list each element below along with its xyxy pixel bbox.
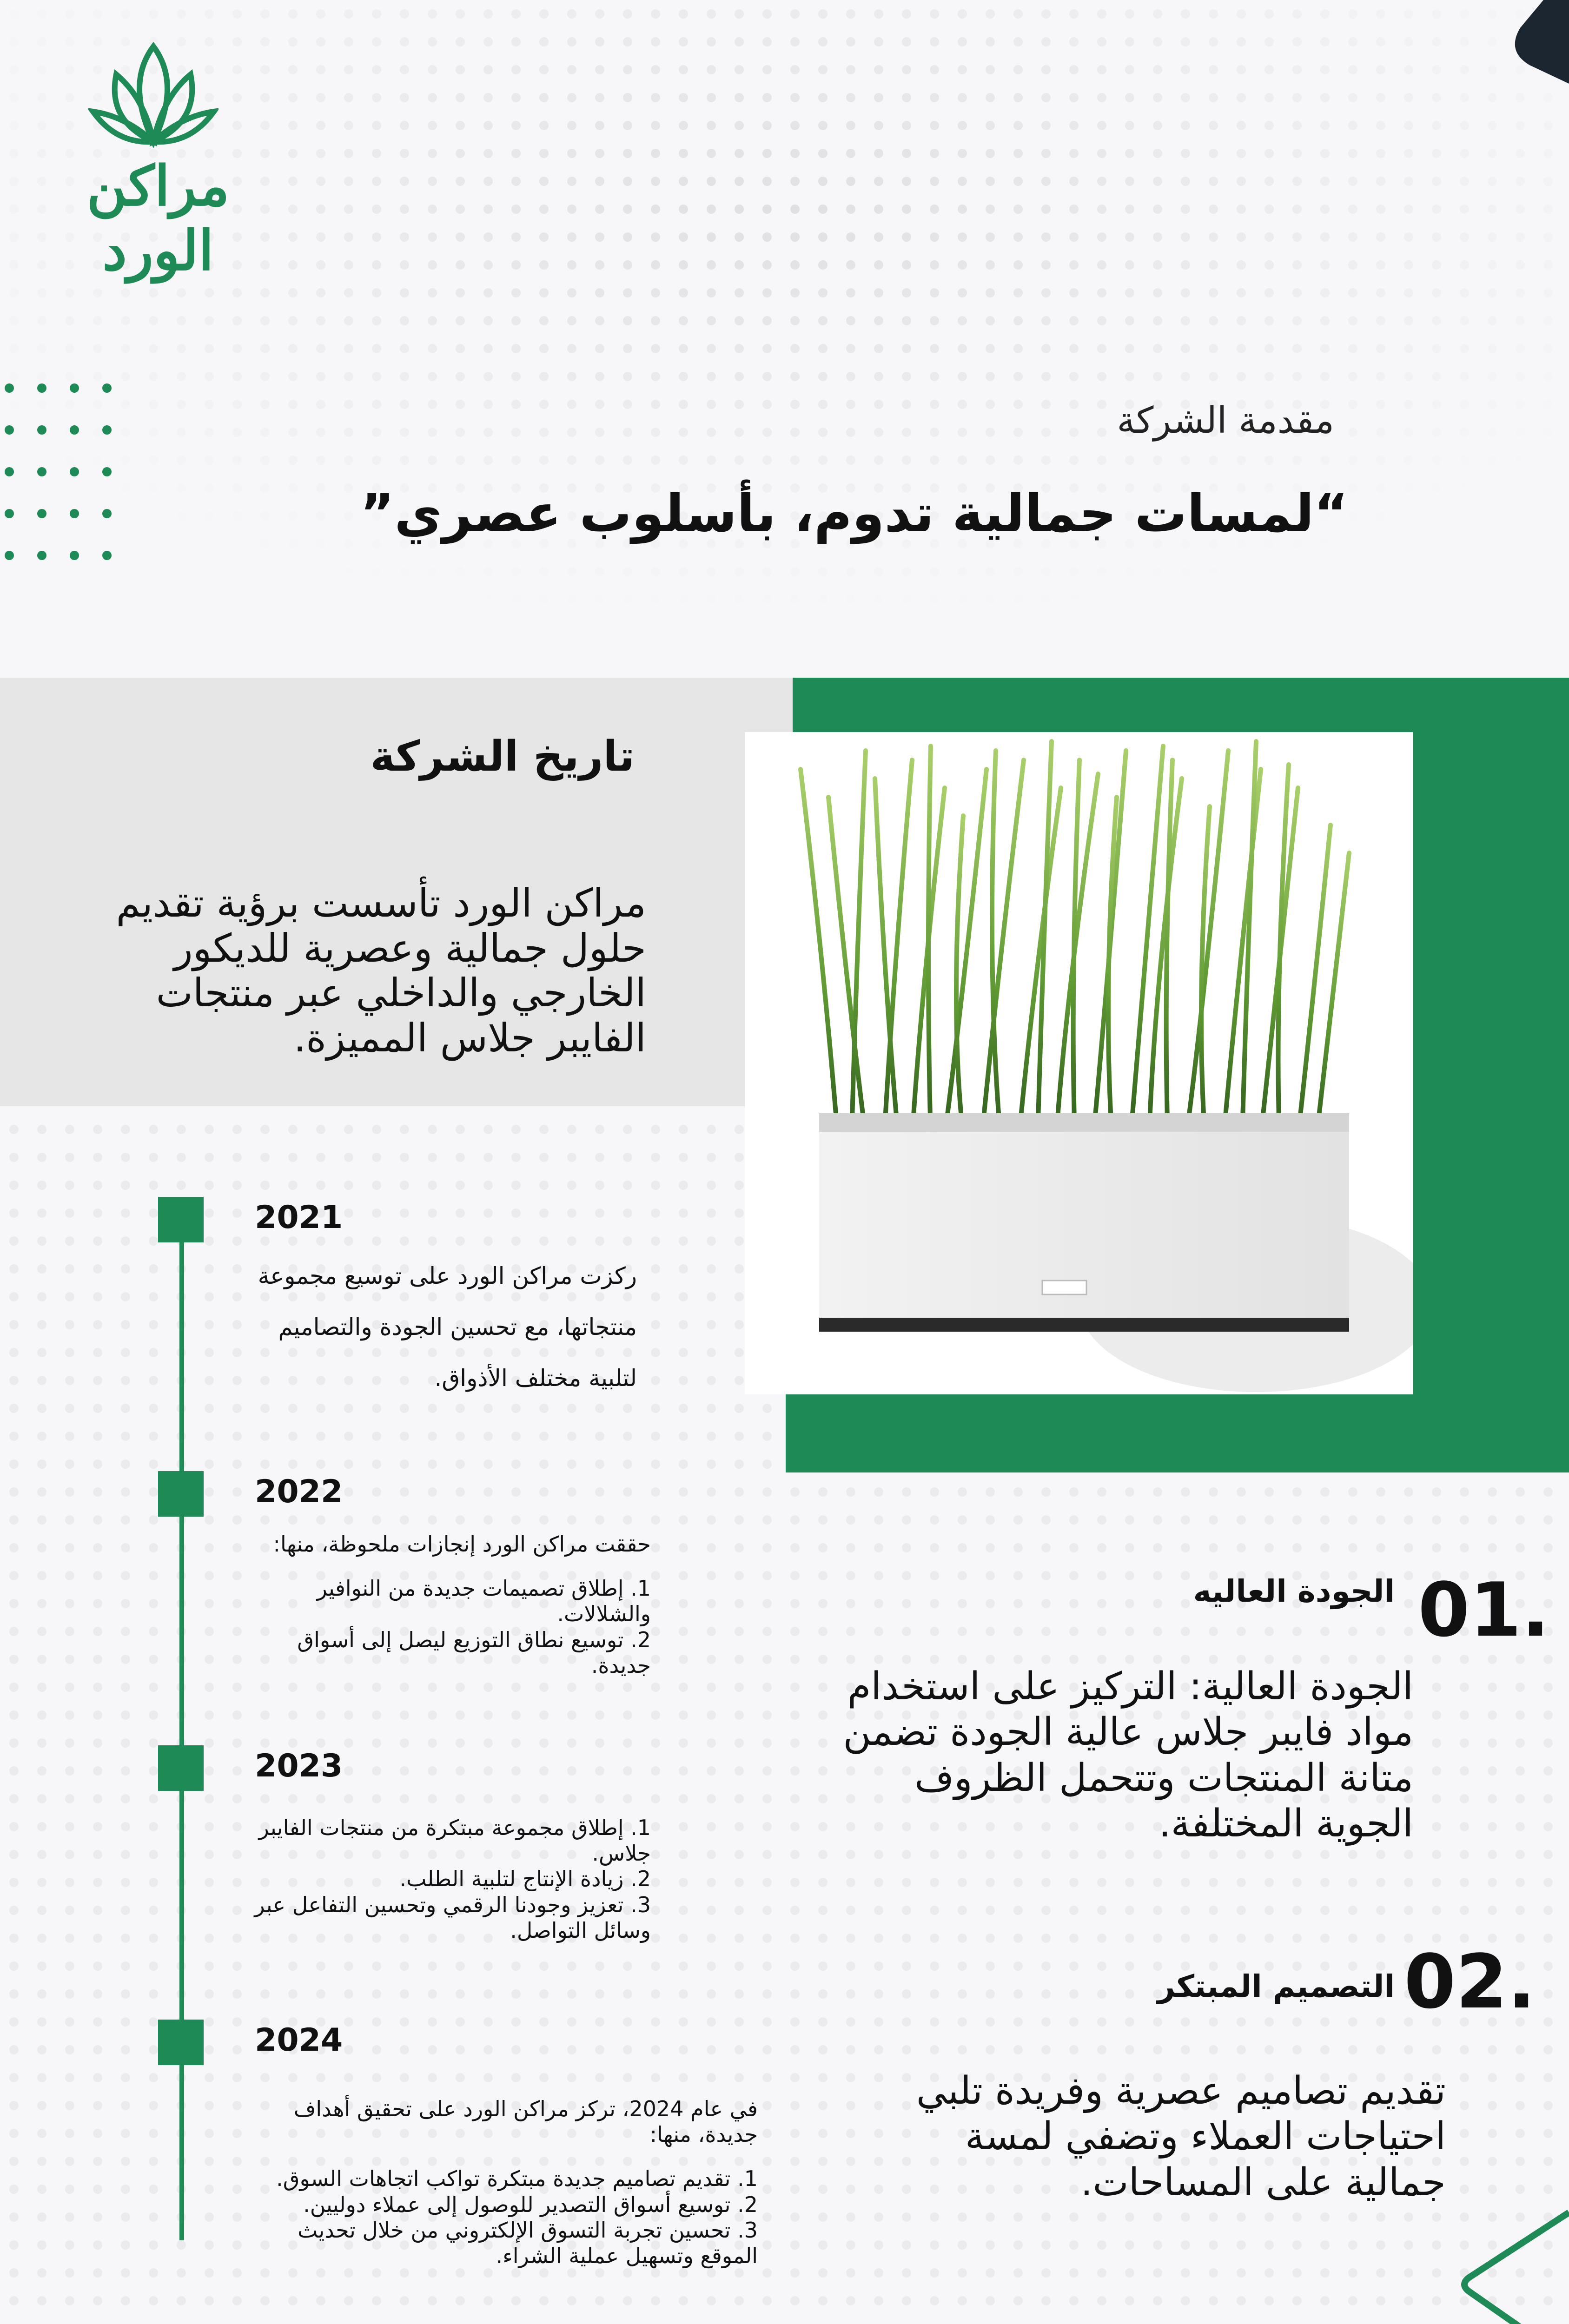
lotus-leaves-icon	[88, 42, 218, 149]
timeline-line-text: 1. إطلاق تصميمات جديدة من النوافير والشلالات.	[317, 1576, 651, 1627]
planter-grass-photo	[745, 732, 1413, 1394]
timeline-marker	[158, 1745, 204, 1791]
timeline-line-text: منتجاتها، مع تحسين الجودة والتصاميم	[278, 1314, 637, 1340]
timeline-line-text: لتلبية مختلف الأذواق.	[434, 1365, 637, 1392]
feature-number: 02.	[1404, 1938, 1536, 2025]
timeline-year: 2023	[255, 1748, 343, 1784]
history-body: مراكن الورد تأسست برؤية تقديم حلول جمالية وعصرية للديكور الخارجي والداخلي عبر منتجات الفايبر جلاس المميزة.	[116, 880, 646, 1061]
timeline-marker	[158, 1471, 204, 1517]
timeline-marker	[158, 1197, 204, 1242]
timeline-text-2022	[242, 1532, 651, 1678]
timeline-line-text: 3. تحسين تجربة التسوق الإلكتروني من خلال تحديث الموقع وتسهيل عملية الشراء.	[298, 2217, 758, 2268]
timeline-line-text: في عام 2024، تركز مراكن الورد على تحقيق أهداف جديدة، منها:	[293, 2096, 758, 2147]
feature-title: التصميم المبتكر	[1157, 1968, 1395, 2004]
feature-title: الجودة العاليه	[1193, 1573, 1395, 1609]
timeline-line-text: 3. تعزيز وجودنا الرقمي وتحسين التفاعل عبر وسائل التواصل.	[254, 1892, 651, 1943]
timeline-text-2023	[242, 1815, 651, 1943]
intro-headline: “لمسات جمالية تدوم، بأسلوب عصري”	[360, 483, 1348, 544]
feature-body: الجودة العالية: التركيز على استخدام مواد فايبر جلاس عالية الجودة تضمن متانة المنتجات وتتحمل الظروف الجوية المختلفة.	[843, 1664, 1413, 1846]
history-title: تاريخ الشركة	[370, 732, 635, 781]
timeline-line-text: 2. توسيع نطاق التوزيع ليصل إلى أسواق جديدة.	[297, 1627, 651, 1678]
timeline-year: 2021	[255, 1199, 343, 1236]
timeline-marker	[158, 2020, 204, 2065]
timeline-year: 2024	[255, 2022, 343, 2059]
timeline-line-text: 2. توسيع أسواق التصدير للوصول إلى عملاء دوليين.	[303, 2192, 758, 2217]
feature-number: 01.	[1418, 1566, 1550, 1653]
timeline-line	[179, 1220, 184, 2240]
green-dot-grid	[0, 379, 139, 602]
feature-body: تقديم تصاميم عصرية وفريدة تلبي احتياجات العملاء وتضفي لمسة جمالية على المساحات.	[916, 2069, 1446, 2205]
timeline-line-text	[242, 2147, 758, 2166]
timeline-line-text: 1. تقديم تصاميم جديدة مبتكرة تواكب اتجاهات السوق.	[276, 2166, 758, 2192]
timeline-line-text: ركزت مراكن الورد على توسيع مجموعة	[258, 1262, 637, 1289]
intro-label: مقدمة الشركة	[1117, 400, 1334, 442]
timeline-text-2021	[242, 1250, 637, 1404]
timeline-line-text	[242, 1557, 651, 1576]
planter-photo	[745, 732, 1413, 1394]
timeline-line-text: 1. إطلاق مجموعة مبتكرة من منتجات الفايبر جلاس.	[258, 1815, 651, 1866]
timeline-line-text: 2. زيادة الإنتاج لتلبية الطلب.	[399, 1866, 651, 1892]
logo-text: مراكن الورد	[86, 153, 230, 283]
timeline-line-text: حققت مراكن الورد إنجازات ملحوظة، منها:	[273, 1532, 651, 1557]
timeline-year: 2022	[255, 1473, 343, 1510]
timeline-text-2024	[242, 2096, 758, 2269]
company-logo	[28, 42, 288, 283]
